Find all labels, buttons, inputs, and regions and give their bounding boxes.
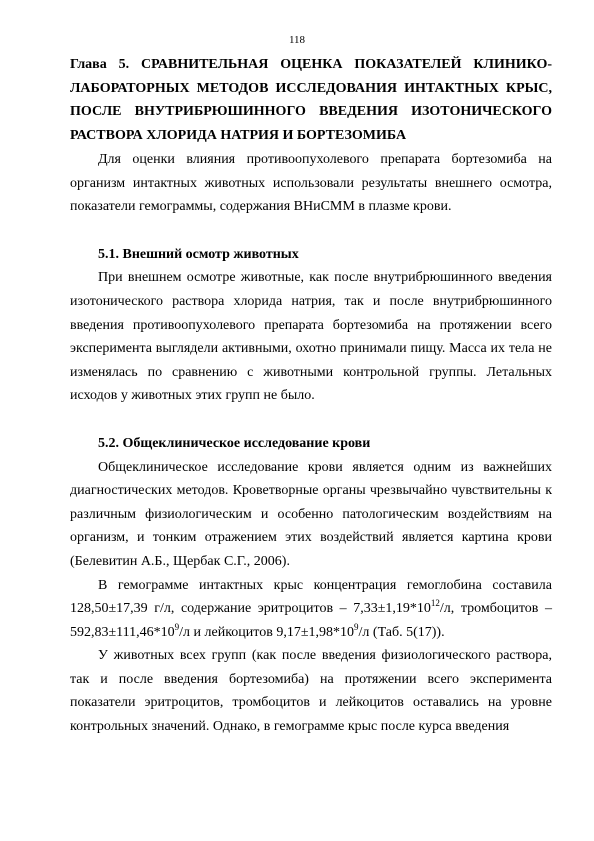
page-content bbox=[70, 53, 552, 739]
section-2-paragraph-2 bbox=[70, 574, 552, 645]
hemogram-text-part-3: /л и лейкоцитов 9,17±1,98*10 bbox=[179, 624, 355, 640]
hemogram-text-part-1: В гемограмме интактных крыс концентрация гемоглобина составила 128,50±17,39 г/л, содержание эритроцитов – 7,33±1,19*10 bbox=[70, 577, 552, 617]
section-heading-blood-test: 5.2. Общеклиническое исследование крови bbox=[98, 435, 371, 451]
exponent-erythrocytes: 12 bbox=[430, 598, 440, 609]
hemogram-text-part-4: /л (Таб. 5(17)). bbox=[358, 624, 445, 640]
exponent-leukocytes: 9 bbox=[354, 621, 359, 632]
section-2-paragraph-1: Общеклиническое исследование крови является одним из важнейших диагностических методов. Кроветворные органы чрезвычайно чувствительны к различным физиологическим и особенно патологическим воздействиям на организм, и тонким отражением этих воздействий является картина крови (Белевитин А.Б., Щербак С.Г., 2006). bbox=[70, 459, 552, 569]
hemogram-text-part-2: /л, тромбоцитов – 592,83±111,46*10 bbox=[70, 601, 552, 640]
section-1-paragraph: При внешнем осмотре животные, как после внутрибрюшинного введения изотонического раствора хлорида натрия, так и после внутрибрюшинного введения противоопухолевого препарата бортезомиба на протяжении всего эксперимента выглядели активными, охотно принимали пищу. Масса их тела не изменялась по сравнению с животными контрольной группы. Летальных исходов у животных этих групп не было. bbox=[70, 270, 552, 404]
page-number: 118 bbox=[288, 34, 306, 46]
section-2-paragraph-3: У животных всех групп (как после введения физиологического раствора, так и после введения бортезомиба) на протяжении всего эксперимента показатели эритроцитов, тромбоцитов и лейкоцитов оставались на уровне контрольных значений. Однако, в гемограмме крыс после курса введения bbox=[70, 648, 552, 735]
chapter-title: Глава 5. СРАВНИТЕЛЬНАЯ ОЦЕНКА ПОКАЗАТЕЛЕЙ КЛИНИКО-ЛАБОРАТОРНЫХ МЕТОДОВ ИССЛЕДОВАНИЯ ИНТАКТНЫХ КРЫС, ПОСЛЕ ВНУТРИБРЮШИННОГО ВВЕДЕНИЯ ИЗОТОНИЧЕСКОГО РАСТВОРА ХЛОРИДА НАТРИЯ И БОРТЕЗОМИБА bbox=[70, 57, 552, 143]
intro-paragraph: Для оценки влияния противоопухолевого препарата бортезомиба на организм интактных животных использовали результаты внешнего осмотра, показатели гемограммы, содержания ВНиСММ в плазме крови. bbox=[70, 152, 552, 215]
section-heading-external-examination: 5.1. Внешний осмотр животных bbox=[98, 246, 299, 262]
exponent-platelets: 9 bbox=[174, 621, 180, 632]
